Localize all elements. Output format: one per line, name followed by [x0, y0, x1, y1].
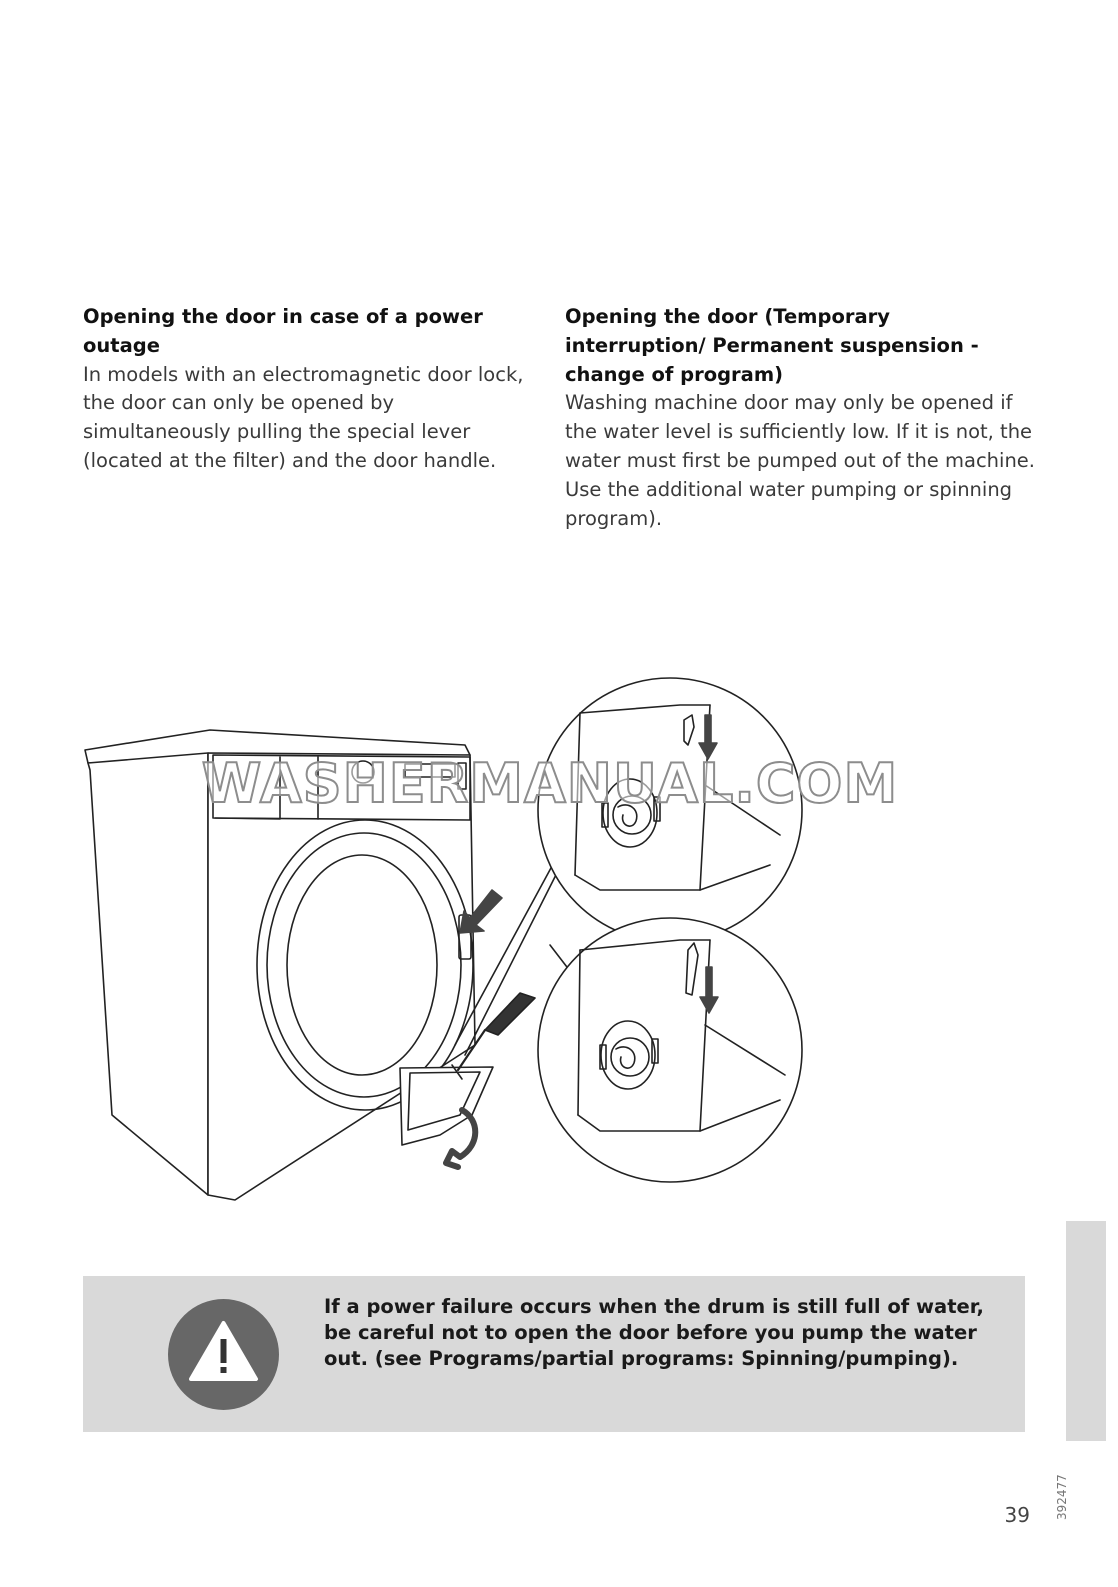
section-heading: Opening the door (Temporary interruption/ Permanent suspension - change of program) [565, 305, 979, 386]
side-tab [1066, 1221, 1106, 1441]
section-temporary-interruption [565, 303, 1035, 533]
detail-circle-bottom [538, 918, 802, 1182]
section-body: Washing machine door may only be opened if the water level is sufficiently low. If it is not, the water must first be pumped out of the machine. Use the additional water pumping or spinning program). [565, 391, 1035, 530]
warning-text: If a power failure occurs when the drum is still full of water, be careful not to open the door before you pump the water out. (see Programs/partial programs: Spinning/pumping). [324, 1295, 984, 1370]
document-code: 392477 [1055, 1474, 1069, 1520]
section-heading: Opening the door in case of a power outage [83, 305, 483, 357]
section-power-outage [83, 303, 533, 476]
warning-box [83, 1276, 1025, 1432]
section-body: In models with an electromagnetic door lock, the door can only be opened by simultaneously pulling the special lever (located at the filter) and the door handle. [83, 362, 524, 472]
watermark: WASHERMANUAL.COM [201, 752, 899, 815]
page-number: 39 [1004, 1503, 1030, 1527]
warning-triangle-icon [168, 1299, 279, 1410]
